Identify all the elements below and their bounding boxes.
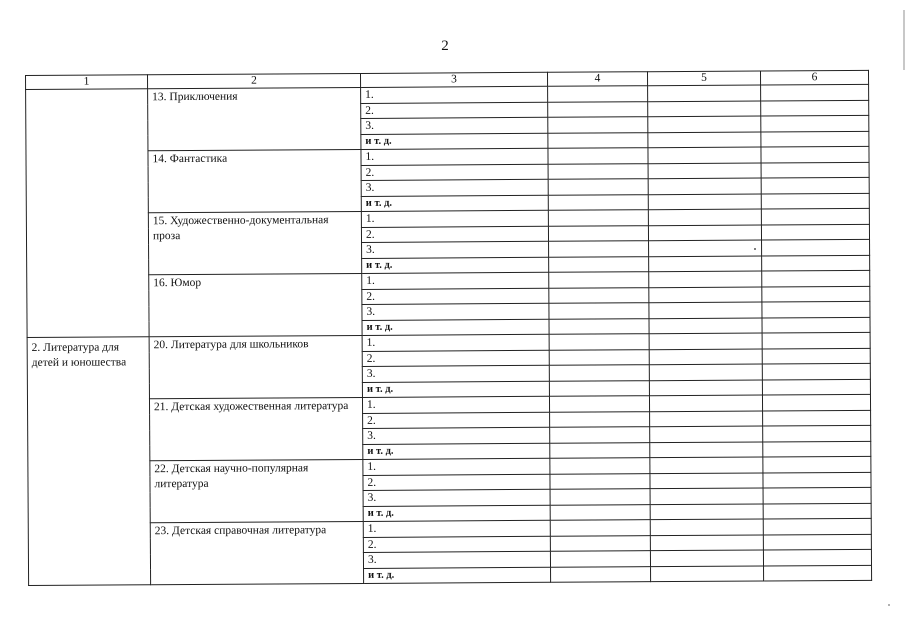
empty-cell — [649, 333, 762, 349]
item-cell: 3. — [362, 303, 549, 320]
empty-cell — [650, 534, 763, 550]
subsection-cell: 15. Художественно-документальная проза — [148, 211, 361, 274]
empty-cell — [550, 504, 650, 520]
item-cell: 1. — [363, 520, 550, 537]
empty-cell — [548, 132, 648, 148]
item-cell: 1. — [361, 148, 548, 165]
item-cell: 2. — [363, 412, 550, 429]
empty-cell — [763, 441, 871, 457]
item-cell: 2. — [363, 536, 550, 553]
item-cell: 1. — [361, 210, 548, 227]
catalog-table — [25, 70, 872, 586]
empty-cell — [762, 255, 870, 271]
empty-cell — [763, 549, 871, 565]
empty-cell — [550, 458, 650, 474]
empty-cell — [550, 551, 650, 567]
empty-cell — [650, 457, 763, 473]
empty-cell — [649, 364, 762, 380]
empty-cell — [648, 194, 761, 210]
empty-cell — [761, 208, 869, 224]
empty-cell — [762, 317, 870, 333]
empty-cell — [650, 411, 763, 427]
empty-cell — [550, 411, 650, 427]
empty-cell — [650, 550, 763, 566]
empty-cell — [649, 395, 762, 411]
empty-cell — [550, 442, 650, 458]
header-cell: 6 — [760, 70, 868, 85]
empty-cell — [551, 566, 651, 582]
item-cell: 1. — [362, 334, 549, 351]
item-cell: 2. — [361, 226, 548, 243]
empty-cell — [763, 472, 871, 488]
subsection-cell: 14. Фантастика — [148, 149, 361, 212]
empty-cell — [649, 287, 762, 303]
empty-cell — [761, 162, 869, 178]
item-cell: 3. — [362, 365, 549, 382]
empty-cell — [761, 131, 869, 147]
empty-cell — [549, 272, 649, 288]
empty-cell — [548, 163, 648, 179]
empty-cell — [550, 427, 650, 443]
empty-cell — [548, 210, 648, 226]
empty-cell — [761, 115, 869, 131]
item-cell: 2. — [361, 164, 548, 181]
item-cell: и т. д. — [362, 381, 549, 398]
empty-cell — [649, 302, 762, 318]
item-cell: и т. д. — [363, 443, 550, 460]
empty-cell — [549, 287, 649, 303]
empty-cell — [762, 301, 870, 317]
subsection-cell: 13. Приключения — [148, 87, 361, 150]
header-cell: 4 — [547, 72, 647, 87]
empty-cell — [648, 85, 761, 101]
empty-cell — [549, 396, 649, 412]
item-cell: и т. д. — [362, 257, 549, 274]
subsection-cell: 16. Юмор — [149, 273, 362, 336]
empty-cell — [650, 472, 763, 488]
empty-cell — [549, 349, 649, 365]
empty-cell — [763, 487, 871, 503]
scan-speck — [888, 604, 890, 606]
item-cell: 3. — [361, 179, 548, 196]
empty-cell — [649, 256, 762, 272]
empty-cell — [548, 194, 648, 210]
page-number: 2 — [441, 38, 449, 54]
subsection-cell: 21. Детская художественная литература — [149, 397, 362, 460]
item-cell: 3. — [361, 117, 548, 134]
empty-cell — [550, 489, 650, 505]
empty-cell — [648, 178, 761, 194]
empty-cell — [648, 132, 761, 148]
empty-cell — [650, 519, 763, 535]
empty-cell — [762, 348, 870, 364]
item-cell: 2. — [361, 102, 548, 119]
item-cell: 2. — [362, 288, 549, 305]
empty-cell — [648, 163, 761, 179]
empty-cell — [649, 271, 762, 287]
item-cell: 1. — [361, 86, 548, 103]
empty-cell — [549, 303, 649, 319]
empty-cell — [763, 410, 871, 426]
item-cell: и т. д. — [363, 505, 550, 522]
empty-cell — [762, 239, 870, 255]
item-cell: 3. — [363, 489, 550, 506]
empty-cell — [763, 518, 871, 534]
empty-cell — [548, 148, 648, 164]
empty-cell — [649, 240, 762, 256]
item-cell: 3. — [363, 427, 550, 444]
item-cell: 2. — [363, 474, 550, 491]
empty-cell — [549, 365, 649, 381]
empty-cell — [764, 565, 872, 581]
table-body — [26, 84, 872, 585]
empty-cell — [763, 503, 871, 519]
item-cell: и т. д. — [361, 195, 548, 212]
empty-cell — [550, 520, 650, 536]
empty-cell — [650, 442, 763, 458]
empty-cell — [762, 332, 870, 348]
empty-cell — [648, 116, 761, 132]
empty-cell — [548, 179, 648, 195]
section-cell — [26, 89, 150, 338]
empty-cell — [762, 363, 870, 379]
empty-cell — [762, 394, 870, 410]
header-cell: 1 — [26, 75, 148, 90]
subsection-cell: 20. Литература для школьников — [149, 335, 362, 398]
empty-cell — [761, 193, 869, 209]
empty-cell — [649, 380, 762, 396]
empty-cell — [651, 565, 764, 581]
empty-cell — [650, 426, 763, 442]
empty-cell — [648, 209, 761, 225]
item-cell: 2. — [362, 350, 549, 367]
empty-cell — [762, 286, 870, 302]
empty-cell — [763, 456, 871, 472]
item-cell: 1. — [362, 396, 549, 413]
empty-cell — [549, 241, 649, 257]
empty-cell — [761, 146, 869, 162]
empty-cell — [549, 318, 649, 334]
empty-cell — [763, 425, 871, 441]
empty-cell — [648, 101, 761, 117]
empty-cell — [762, 379, 870, 395]
item-cell: 3. — [362, 241, 549, 258]
empty-cell — [550, 473, 650, 489]
empty-cell — [548, 117, 648, 133]
header-cell: 2 — [148, 73, 361, 88]
subsection-cell: 23. Детская справочная литература — [150, 521, 363, 584]
empty-cell — [649, 349, 762, 365]
item-cell: и т. д. — [364, 567, 551, 584]
empty-cell — [549, 256, 649, 272]
empty-cell — [761, 84, 869, 100]
empty-cell — [762, 270, 870, 286]
empty-cell — [650, 503, 763, 519]
empty-cell — [761, 224, 869, 240]
empty-cell — [548, 86, 648, 102]
empty-cell — [550, 535, 650, 551]
empty-cell — [548, 225, 648, 241]
empty-cell — [648, 147, 761, 163]
item-cell: и т. д. — [362, 319, 549, 336]
subsection-cell: 22. Детская научно-популярная литература — [150, 459, 363, 522]
empty-cell — [548, 101, 648, 117]
header-cell: 3 — [360, 72, 547, 87]
empty-cell — [650, 488, 763, 504]
empty-cell — [648, 225, 761, 241]
item-cell: 1. — [362, 272, 549, 289]
item-cell: 1. — [363, 458, 550, 475]
item-cell: и т. д. — [361, 133, 548, 150]
empty-cell — [761, 177, 869, 193]
empty-cell — [761, 100, 869, 116]
header-cell: 5 — [647, 71, 760, 86]
empty-cell — [649, 318, 762, 334]
empty-cell — [549, 334, 649, 350]
empty-cell — [763, 534, 871, 550]
empty-cell — [549, 380, 649, 396]
section-cell: 2. Литература для детей и юношества — [27, 337, 151, 586]
item-cell: 3. — [363, 551, 550, 568]
